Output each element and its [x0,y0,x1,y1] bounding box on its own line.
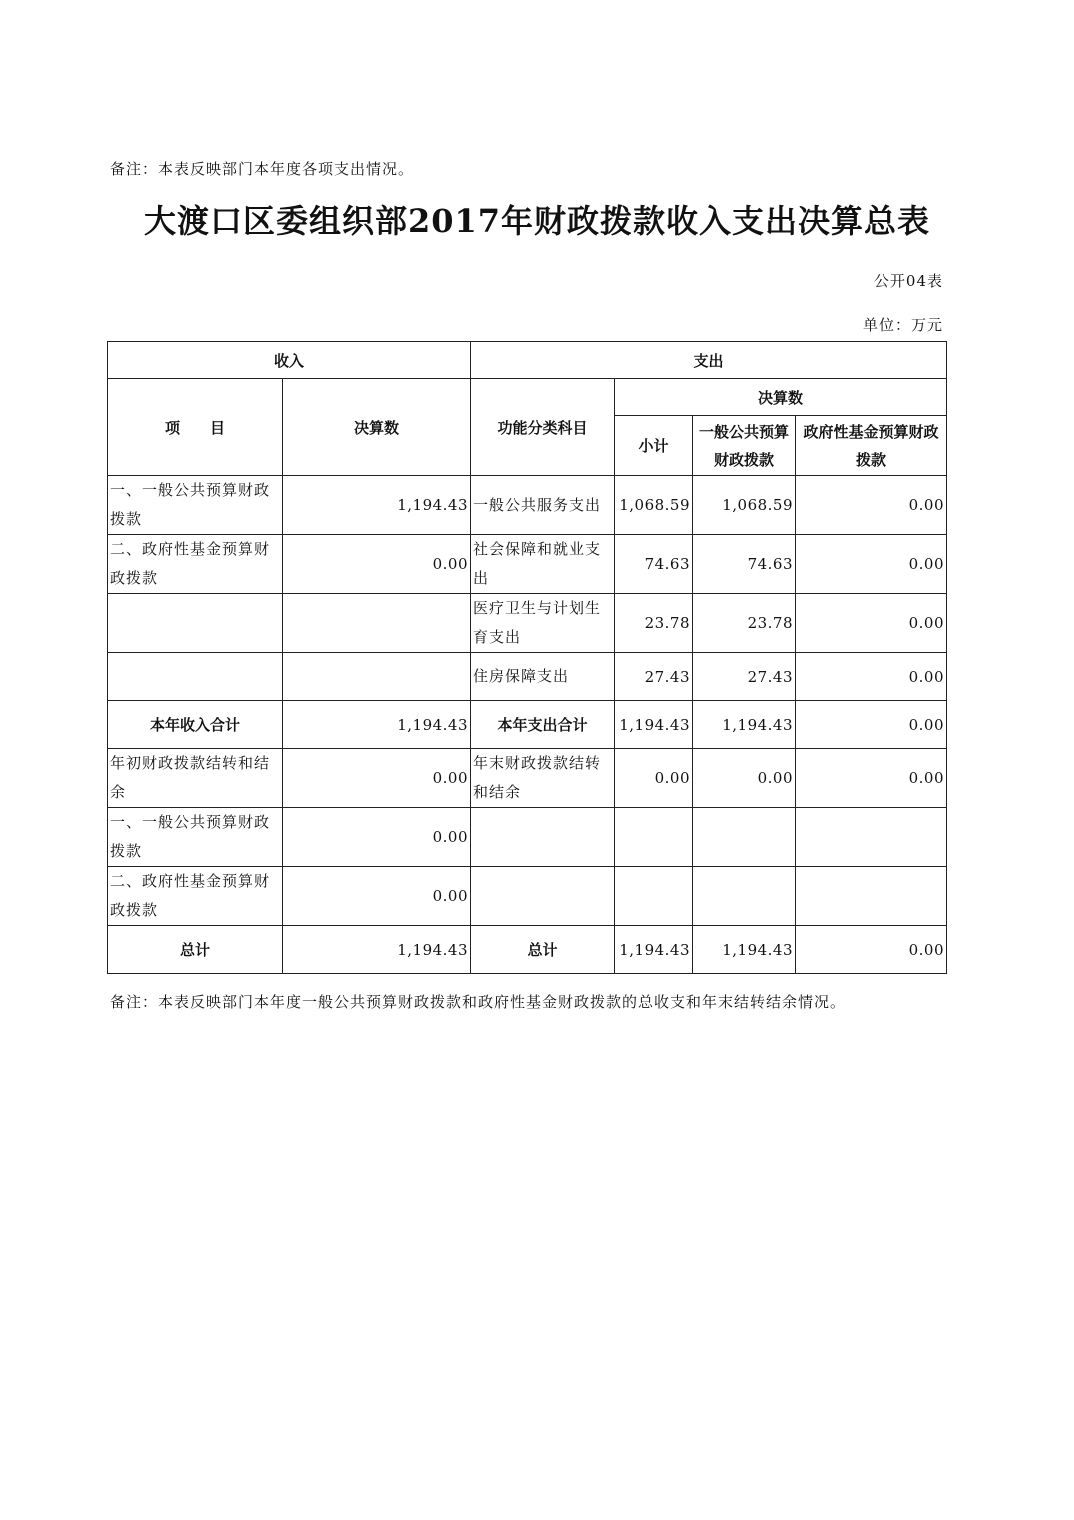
table-row [108,535,947,594]
expense-general: 1,068.59 [693,476,796,535]
income-header: 收入 [108,342,471,379]
expense-subtotal: 74.63 [615,535,693,594]
expense-general: 74.63 [693,535,796,594]
expense-category [471,808,615,867]
table-row [108,749,947,808]
expense-general [693,867,796,926]
expense-category: 医疗卫生与计划生育支出 [471,594,615,653]
table-row [108,476,947,535]
gov-fund-header: 政府性基金预算财政拨款 [796,416,947,476]
table-row [108,808,947,867]
income-item: 年初财政拨款结转和结余 [108,749,283,808]
form-number: 公开04表 [873,272,943,290]
income-amount: 0.00 [283,808,471,867]
budget-table [107,341,947,974]
unit-label: 单位：万元 [862,316,943,334]
expense-fund: 0.00 [796,749,947,808]
expense-subtotal: 27.43 [615,653,693,701]
income-item: 一、一般公共预算财政拨款 [108,476,283,535]
grand-total-income-label: 总计 [108,926,283,974]
income-amount: 0.00 [283,867,471,926]
table-row [108,653,947,701]
income-amount: 1,194.43 [283,926,471,974]
expense-subtotal [615,867,693,926]
bottom-note: 备注：本表反映部门本年度一般公共预算财政拨款和政府性基金财政拨款的总收支和年末结转结余情况。 [110,993,847,1011]
expense-fund: 0.00 [796,926,947,974]
income-amount: 0.00 [283,535,471,594]
income-amount: 0.00 [283,749,471,808]
table-row [108,867,947,926]
income-item [108,653,283,701]
table-row [108,594,947,653]
income-item [108,594,283,653]
income-item: 二、政府性基金预算财政拨款 [108,535,283,594]
expense-general: 1,194.43 [693,701,796,749]
expense-subtotal: 1,068.59 [615,476,693,535]
subtotal-header: 小计 [615,416,693,476]
expense-category: 一般公共服务支出 [471,476,615,535]
table-row [108,926,947,974]
expense-category [471,867,615,926]
expense-amount-header: 决算数 [615,379,947,416]
expense-subtotal: 0.00 [615,749,693,808]
income-total-label: 本年收入合计 [108,701,283,749]
expense-category: 住房保障支出 [471,653,615,701]
expense-general [693,808,796,867]
expense-subtotal: 23.78 [615,594,693,653]
expense-fund: 0.00 [796,653,947,701]
expense-fund: 0.00 [796,535,947,594]
general-public-header: 一般公共预算财政拨款 [693,416,796,476]
expense-general: 23.78 [693,594,796,653]
expense-total-label: 本年支出合计 [471,701,615,749]
income-item: 一、一般公共预算财政拨款 [108,808,283,867]
expense-category: 社会保障和就业支出 [471,535,615,594]
income-amount-header: 决算数 [283,379,471,476]
expense-fund: 0.00 [796,476,947,535]
expense-subtotal: 1,194.43 [615,926,693,974]
expense-subtotal [615,808,693,867]
expense-fund: 0.00 [796,594,947,653]
income-amount [283,594,471,653]
expense-general: 1,194.43 [693,926,796,974]
income-amount: 1,194.43 [283,476,471,535]
item-header: 项 目 [108,379,283,476]
income-item: 二、政府性基金预算财政拨款 [108,867,283,926]
income-amount: 1,194.43 [283,701,471,749]
expense-subtotal: 1,194.43 [615,701,693,749]
expense-header: 支出 [471,342,947,379]
expense-general: 27.43 [693,653,796,701]
table-row [108,701,947,749]
expense-category: 年末财政拨款结转和结余 [471,749,615,808]
grand-total-expense-label: 总计 [471,926,615,974]
income-amount [283,653,471,701]
expense-fund [796,867,947,926]
expense-fund: 0.00 [796,701,947,749]
expense-fund [796,808,947,867]
expense-general: 0.00 [693,749,796,808]
page-title: 大渡口区委组织部2017年财政拨款收入支出决算总表 [143,202,931,240]
function-category-header: 功能分类科目 [471,379,615,476]
top-note: 备注：本表反映部门本年度各项支出情况。 [110,160,415,178]
